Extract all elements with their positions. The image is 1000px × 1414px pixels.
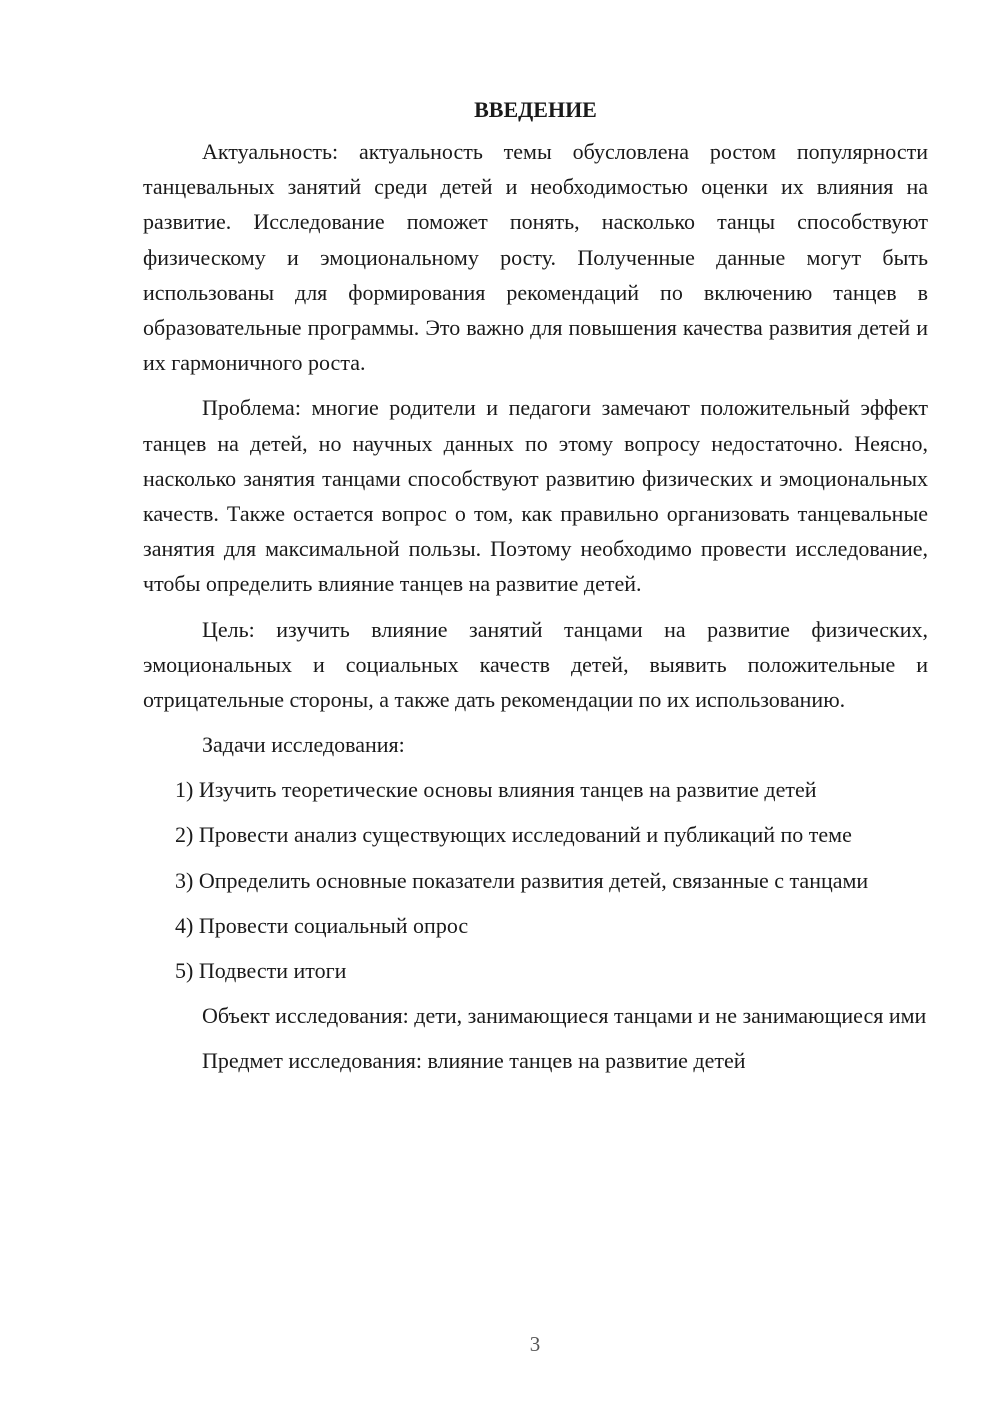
list-item: 4) Провести социальный опрос xyxy=(175,912,469,938)
list-item: 5) Подвести итоги xyxy=(175,958,347,984)
tasks-list xyxy=(143,772,928,988)
document-page xyxy=(143,92,928,1088)
tasks-heading: Задачи исследования: xyxy=(202,732,405,758)
list-item: 1) Изучить теоретические основы влияния танцев на развитие детей xyxy=(175,777,817,803)
list-item: 2) Провести анализ существующих исследований и публикаций по теме xyxy=(175,822,852,848)
page-number: 3 xyxy=(529,1332,541,1356)
paragraph-problem: Проблема: многие родители и педагоги замечают положительный эффект танцев на детей, но научных данных по этому вопросу недостаточно. Неясно, насколько занятия танцами способствуют развитию физических и эмоциональных качеств. Также остается вопрос о том, как правильно организовать танцевальные занятия для максимальной пользы. Поэтому необходимо провести исследование, чтобы определить влияние танцев на развитие детей. xyxy=(143,395,928,597)
paragraph-object: Объект исследования: дети, занимающиеся танцами и не занимающиеся ими xyxy=(202,1003,927,1029)
list-item: 3) Определить основные показатели развития детей, связанные с танцами xyxy=(175,867,869,893)
section-title: ВВЕДЕНИЕ xyxy=(474,97,597,122)
paragraph-goal: Цель: изучить влияние занятий танцами на развитие физических, эмоциональных и социальных качеств детей, выявить положительные и отрицательные стороны, а также дать рекомендации по их использованию. xyxy=(143,616,928,713)
paragraph-subject: Предмет исследования: влияние танцев на развитие детей xyxy=(202,1048,746,1074)
paragraph-relevance: Актуальность: актуальность темы обусловлена ростом популярности танцевальных занятий среди детей и необходимостью оценки их влияния на развитие. Исследование поможет понять, насколько танцы способствуют физическому и эмоциональному росту. Полученные данные могут быть использованы для формирования рекомендаций по включению танцев в образовательные программы. Это важно для повышения качества развития детей и их гармоничного роста. xyxy=(143,139,928,376)
